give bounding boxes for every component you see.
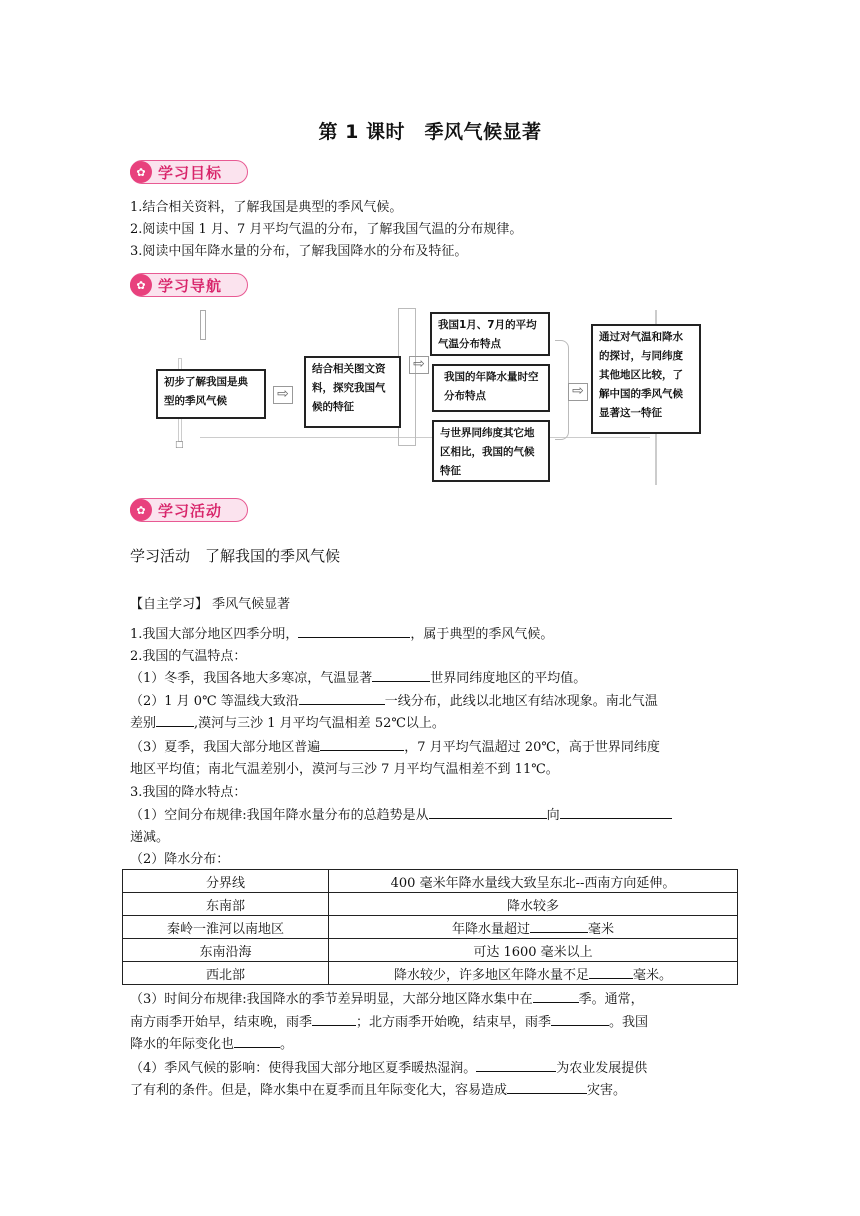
- answer-blank[interactable]: [560, 804, 672, 819]
- answer-blank[interactable]: [533, 988, 579, 1003]
- question-text: 差别: [130, 716, 157, 731]
- answer-blank[interactable]: [298, 623, 410, 638]
- page-title: 第 1 课时 季风气候显著: [318, 121, 542, 143]
- cell-text: 年降水量超过: [451, 921, 530, 937]
- table-row: [123, 962, 738, 985]
- question-3: 3.我国的降水特点：: [130, 785, 247, 800]
- answer-blank[interactable]: [507, 1079, 587, 1094]
- question-text: 。我国: [609, 1015, 649, 1030]
- question-text: 向: [546, 808, 560, 823]
- self-study-heading: 【自主学习】 季风气候显著: [130, 597, 291, 612]
- diagram-artifact: [200, 418, 650, 438]
- goal-item: 2.阅读中国 1 月、7 月平均气温的分布，了解我国气温的分布规律。: [130, 222, 523, 237]
- question-text: （1）空间分布规律:我国年降水量分布的总趋势是从: [130, 808, 429, 823]
- arrow-right-icon: ⇨: [409, 356, 429, 374]
- flow-box-1: 初步了解我国是典型的季风气候: [156, 369, 266, 419]
- table-row: [123, 870, 738, 893]
- question-3-1-cont: 递减。: [130, 830, 170, 845]
- goal-item: 3.阅读中国年降水量的分布，了解我国降水的分布及特征。: [130, 244, 468, 259]
- table-cell: 400 毫米年降水量线大致呈东北--西南方向延伸。: [329, 870, 738, 893]
- question-text: 为农业发展提供: [556, 1061, 648, 1076]
- cell-text: 毫米: [588, 921, 615, 937]
- question-text: ；北方雨季开始晚，结束早，雨季: [356, 1015, 552, 1030]
- cell-text: 毫米。: [633, 967, 673, 983]
- question-text: （3）夏季，我国大部分地区普遍: [130, 740, 321, 755]
- activity-heading: 学习活动 了解我国的季风气候: [130, 547, 341, 565]
- table-cell: 降水较多: [329, 893, 738, 916]
- question-3-3: [130, 988, 730, 1011]
- answer-blank[interactable]: [551, 1011, 609, 1026]
- question-2-2-cont: [130, 712, 730, 735]
- answer-blank[interactable]: [234, 1033, 280, 1048]
- question-3-3-cont2: [130, 1033, 730, 1056]
- section-badge-activity: [130, 498, 248, 522]
- section-badge-goals: [130, 160, 248, 184]
- question-text: （2）1 月 0℃ 等温线大致沿: [130, 694, 299, 709]
- question-text: 季。通常，: [578, 992, 644, 1007]
- table-cell: 东南沿海: [123, 939, 329, 962]
- table-cell: 东南部: [123, 893, 329, 916]
- answer-blank[interactable]: [156, 712, 194, 727]
- question-text: 南方雨季开始早，结束晚，雨季: [130, 1015, 313, 1030]
- question-3-4-cont: [130, 1079, 730, 1102]
- section-badge-nav: [130, 273, 248, 297]
- question-text: 。: [280, 1037, 294, 1052]
- question-text: 灾害。: [587, 1083, 627, 1098]
- question-2-3-cont: 地区平均值；南北气温差别小，漠河与三沙 7 月平均气温相差不到 11℃。: [130, 762, 559, 777]
- question-text: ,漠河与三沙 1 月平均气温相差 52℃以上。: [194, 716, 445, 731]
- table-cell: 分界线: [123, 870, 329, 893]
- question-text: 降水的年际变化也: [130, 1037, 235, 1052]
- question-3-4: [130, 1057, 730, 1080]
- question-3-1: [130, 804, 730, 827]
- table-row: [123, 916, 738, 939]
- question-text: 一线分布，此线以北地区有结冰现象。南北气温: [384, 694, 658, 709]
- answer-blank[interactable]: [530, 918, 588, 933]
- lotus-icon: ✿: [130, 499, 152, 521]
- flow-box-3a: 我国1月、7月的平均气温分布特点: [430, 312, 550, 356]
- lotus-icon: ✿: [130, 274, 152, 296]
- question-text: 了有利的条件。但是，降水集中在夏季而且年际变化大，容易造成: [130, 1083, 508, 1098]
- answer-blank[interactable]: [429, 804, 547, 819]
- badge-label: 学习导航: [158, 276, 223, 295]
- diagram-artifact: □: [175, 440, 184, 450]
- table-cell: 可达 1600 毫米以上: [329, 939, 738, 962]
- table-cell: 西北部: [123, 962, 329, 985]
- answer-blank[interactable]: [320, 736, 404, 751]
- bracket-right: [555, 340, 569, 440]
- badge-label: 学习目标: [158, 163, 223, 182]
- answer-blank[interactable]: [589, 964, 633, 979]
- arrow-right-icon: ⇨: [273, 386, 293, 404]
- badge-label: 学习活动: [158, 501, 223, 520]
- question-text: （4）季风气候的影响：使得我国大部分地区夏季暖热湿润。: [130, 1061, 477, 1076]
- question-text: ，属于典型的季风气候。: [410, 627, 554, 642]
- question-2-1: [130, 667, 730, 690]
- question-text: （3）时间分布规律:我国降水的季节差异明显，大部分地区降水集中在: [130, 992, 533, 1007]
- table-cell: [329, 962, 738, 985]
- question-1: [130, 623, 730, 646]
- question-2-3: [130, 736, 730, 759]
- flow-box-2: 结合相关图文资料，探究我国气候的特征: [304, 356, 401, 428]
- flow-box-3c: 与世界同纬度其它地区相比，我国的气候特征: [432, 420, 550, 482]
- diagram-artifact: [200, 310, 206, 340]
- table-row: [123, 893, 738, 916]
- table-row: [123, 939, 738, 962]
- precipitation-table: [122, 869, 738, 985]
- flow-box-4: 通过对气温和降水的探讨，与同纬度其他地区比较，了解中国的季风气候显著这一特征: [591, 324, 701, 434]
- arrow-right-icon: ⇨: [568, 383, 588, 401]
- question-text: 1.我国大部分地区四季分明，: [130, 627, 299, 642]
- flow-box-3b: 我国的年降水量时空分布特点: [432, 364, 550, 412]
- question-text: 世界同纬度地区的平均值。: [430, 671, 587, 686]
- lotus-icon: ✿: [130, 161, 152, 183]
- table-cell: [329, 916, 738, 939]
- table-cell: 秦岭一淮河以南地区: [123, 916, 329, 939]
- answer-blank[interactable]: [312, 1011, 356, 1026]
- answer-blank[interactable]: [372, 667, 430, 682]
- question-3-2: （2）降水分布：: [130, 852, 230, 867]
- goal-item: 1.结合相关资料，了解我国是典型的季风气候。: [130, 200, 403, 215]
- question-text: ，7 月平均气温超过 20℃，高于世界同纬度: [404, 740, 660, 755]
- question-3-3-cont: [130, 1011, 730, 1034]
- cell-text: 降水较少，许多地区年降水量不足: [393, 967, 589, 983]
- question-2-2: [130, 690, 730, 713]
- question-2: 2.我国的气温特点：: [130, 649, 247, 664]
- answer-blank[interactable]: [299, 690, 385, 705]
- answer-blank[interactable]: [476, 1057, 556, 1072]
- question-text: （1）冬季，我国各地大多寒凉，气温显著: [130, 671, 373, 686]
